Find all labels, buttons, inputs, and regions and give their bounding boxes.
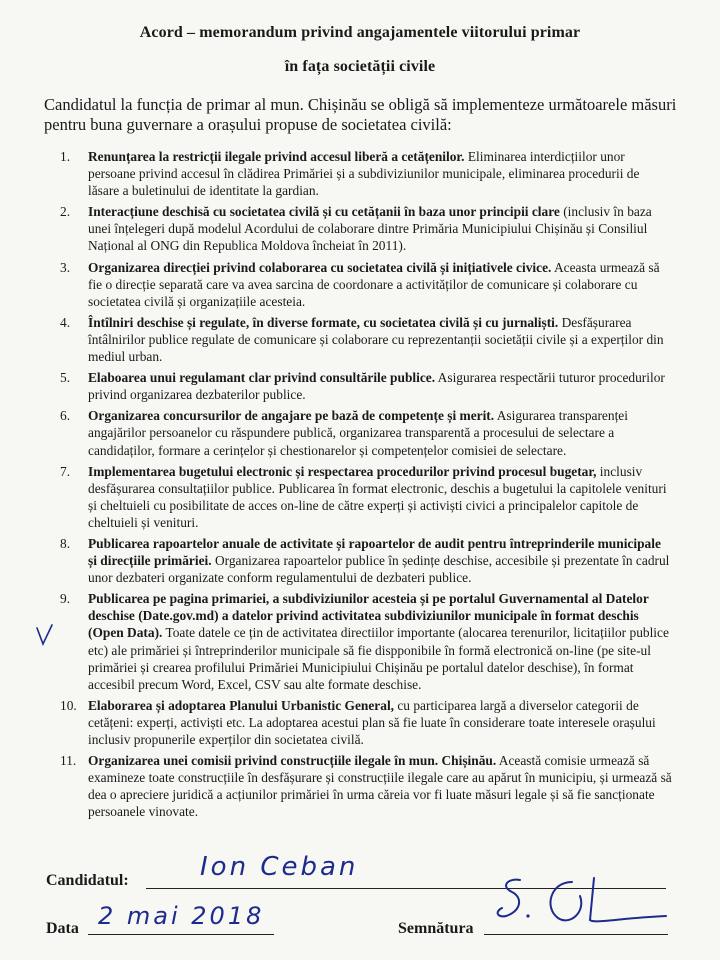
- item-number: 9.: [60, 591, 71, 607]
- item-number: 11.: [60, 753, 77, 769]
- list-item: [60, 463, 672, 531]
- item-number: 1.: [60, 149, 71, 164]
- item-text: cu participarea largă a diverselor categorii de cetățeni: experți, activiști etc. La adoptarea acestui plan să fie luate în considerare toate interesele orașului inclusiv propunerile experților din societatea civilă.: [88, 697, 656, 747]
- list-item: [60, 203, 672, 254]
- document-subtitle: în fața societății civile: [284, 58, 436, 75]
- list-item: [60, 752, 672, 820]
- item-number: 2.: [60, 204, 71, 220]
- item-text: Asigurarea transparenței angajărilor persoanelor cu răspundere publică, organizarea transparentă a procesului de selectare a candidaților, formare a cerințelor și chestionarelor și competențelor comisiei de selectare.: [88, 408, 628, 458]
- date-line: [88, 934, 274, 935]
- signature-label: Semnătura: [398, 920, 474, 937]
- item-heading: Publicarea pe pagina primariei, a subdiviziunilor acesteia și pe portalul Guvernamental al Datelor deschise (Date.gov.md) a datelor privind activitatea subdiviziunilor municipale în format deschis (Open Data).: [88, 591, 649, 641]
- item-heading: Interacțiune deschisă cu societatea civilă și cu cetățanii în baza unor principii clare: [88, 204, 560, 220]
- list-item: [60, 259, 672, 310]
- item-heading: Organizarea concursurilor de angajare pe bază de competențe și merit.: [88, 408, 495, 424]
- signature-scribble-icon: [490, 872, 670, 936]
- candidate-label: Candidatul:: [46, 872, 129, 889]
- date-handwritten: 2 mai 2018: [98, 902, 265, 930]
- list-item: [60, 697, 672, 748]
- item-number: 7.: [60, 463, 71, 479]
- item-heading: Renunțarea la restricții ilegale privind accesul liberă a cetățenilor.: [88, 149, 465, 164]
- document-title: Acord – memorandum privind angajamentele viitorului primar: [139, 24, 581, 41]
- item-number: 6.: [60, 408, 71, 424]
- item-heading: Organizarea unei comisii privind construcțiile ilegale în mun. Chișinău.: [88, 753, 497, 769]
- item-heading: Implementarea bugetului electronic și respectarea procedurilor privind procesul bugetar,: [88, 463, 597, 479]
- checkmark-icon: [34, 622, 56, 650]
- item-text: Desfășurarea întâlnirilor publice regulate de comunicare și colaborare cu reprezentanții societății civile și a experților din mediul urban.: [88, 314, 664, 365]
- item-heading: Elaboarea unui regulamant clar privind consultările publice.: [88, 370, 436, 386]
- item-heading: Publicarea rapoartelor anuale de activitate și rapoartelor de audit pentru întreprinderile municipale și direcțiile primăriei.: [88, 535, 661, 569]
- item-text: Organizarea rapoartelor publice în ședințe deschise, accesibile și prezentate în cadrul unor dezbateri organizate conform regulamentului de dezbateri publice.: [88, 553, 670, 586]
- list-item: [60, 369, 672, 403]
- item-number: 4.: [60, 314, 71, 330]
- item-text: Asigurarea respectării tuturor procedurilor privind organizarea dezbaterilor publice.: [88, 370, 665, 403]
- item-text: Toate datele ce țin de activitatea directiilor importante (alocarea terenurilor, licitațiilor publice etc) ale primăriei și întreprinderilor municipale să fie dispponibile în formă electronică on-line (pe site-ul primăriei și crearea profilului Primăriei Municipiului Chișinău pe portalul datelor deschise), în format accesibil precum Word, Excel, CSV sau alte formate deschise.: [88, 625, 669, 692]
- list-item: [60, 148, 672, 199]
- item-number: 3.: [60, 259, 71, 275]
- item-text: Această comisie urmează să examineze toate construcțiile în desfășurare și construcțiile ilegale care au apărut în municipiu, și urmează să dea o apreciere juridică a acțiunilor primăriei în urma căreia vor fi luate măsuri legale și să fie sancționate persoanele vinovate.: [88, 753, 672, 820]
- item-text: (inclusiv în baza unei înțelegeri după modelul Acordului de colaborare dintre Primăria Municipiului Chișinău și Consiliul Național al ONG din Republica Moldova încheiat în 2011).: [88, 204, 652, 254]
- list-item: [60, 590, 672, 693]
- item-number: 5.: [60, 370, 71, 386]
- list-item: [60, 314, 672, 365]
- item-number: 10.: [60, 697, 77, 713]
- item-number: 8.: [60, 535, 71, 551]
- list-item: [60, 407, 672, 458]
- item-text: Aceasta urmează să fie o direcție separată care va avea sarcina de coordonare a activităților de comunicare și colaborare cu societatea civilă și organizațiile acesteia.: [88, 259, 660, 309]
- candidate-name-handwritten: Ion Ceban: [200, 852, 359, 882]
- item-heading: Organizarea direcției privind colaborarea cu societatea civilă și inițiativele civice.: [88, 259, 552, 275]
- date-label: Data: [46, 920, 79, 937]
- item-text: Eliminarea interdicțiilor unor persoane privind accesul în clădirea Primăriei și a subdiviziunilor municipale, eliminarea procedurii de lăsare a buletinului de identitate la gardian.: [88, 149, 640, 199]
- item-text: inclusiv desfășurarea consultațiilor publice. Publicarea în format electronic, deschis a bugetului la capitolele venituri și cheltuieli cu posibilitate de acces on-line de către experți și activiști civici a principalelor capitole de cheltuieli și venituri.: [88, 463, 667, 530]
- item-heading: Elaborarea și adoptarea Planului Urbanistic General,: [88, 697, 395, 713]
- intro-paragraph: Candidatul la funcția de primar al mun. Chișinău se obligă să implementeze următoarele măsuri pentru buna guvernare a orașului propuse de societatea civilă:: [44, 95, 677, 134]
- item-heading: Întîlniri deschise și regulate, în diverse formate, cu societatea civilă și cu jurnaliști.: [88, 314, 559, 330]
- measures-list: [60, 148, 672, 824]
- list-item: [60, 535, 672, 586]
